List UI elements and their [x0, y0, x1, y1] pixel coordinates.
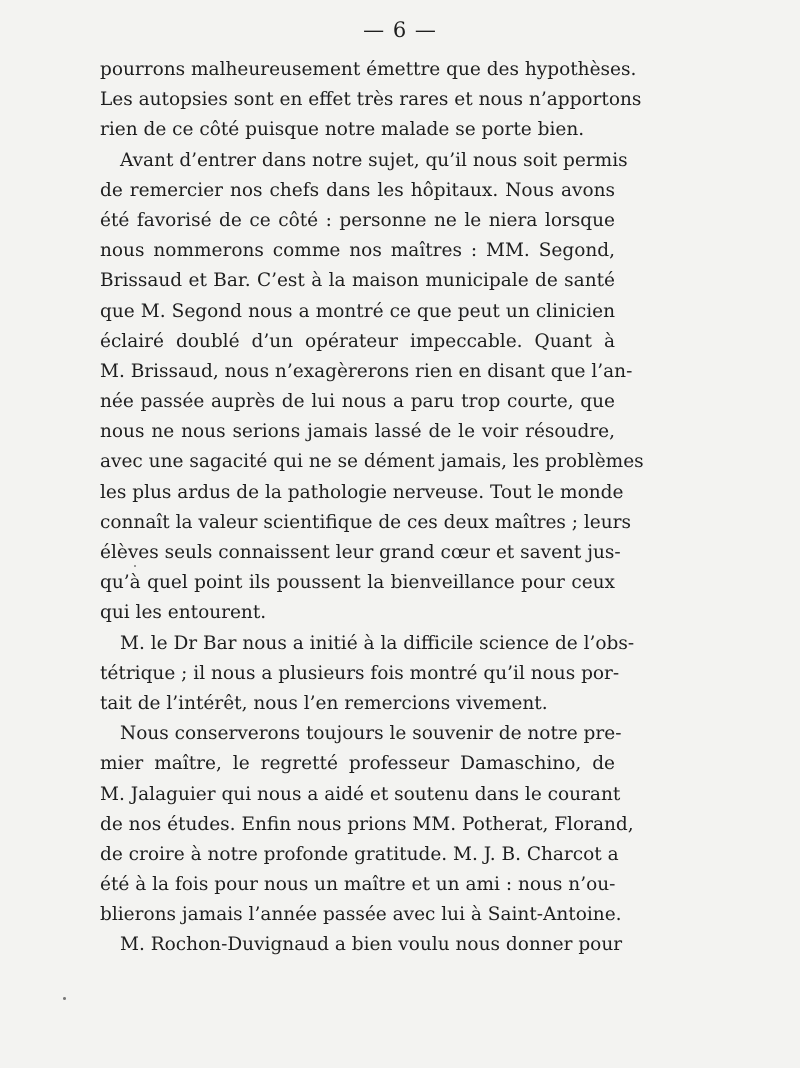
- text-line: tétrique ; il nous a plusieurs fois montré qu’il nous por-: [100, 662, 620, 684]
- text-line: qui les entourent.: [100, 602, 267, 624]
- text-line: été favorisé de ce côté : personne ne le niera lorsque: [100, 209, 615, 231]
- text-line: nous ne nous serions jamais lassé de le voir résoudre,: [100, 421, 615, 443]
- text-line: éclairé doublé d’un opérateur impeccable. Quant à: [100, 330, 615, 352]
- text-line: M. Brissaud, nous n’exagèrerons rien en disant que l’an-: [100, 360, 633, 382]
- text-line: pourrons malheureusement émettre que des hypothèses.: [100, 59, 637, 80]
- text-line: Avant d’entrer dans notre sujet, qu’il nous soit permis: [120, 149, 628, 171]
- text-line: les plus ardus de la pathologie nerveuse. Tout le monde: [100, 481, 624, 503]
- text-line: de croire à notre profonde gratitude. M. J. B. Charcot a: [100, 843, 619, 865]
- text-line: blierons jamais l’année passée avec lui à Saint-Antoine.: [100, 904, 622, 926]
- text-line: nous nommerons comme nos maîtres : MM. Segond,: [100, 240, 615, 262]
- text-line: M. le Dr Bar nous a initié à la difficile science de l’obs-: [120, 632, 635, 654]
- text-line: Les autopsies sont en effet très rares et nous n’apportons: [100, 89, 642, 111]
- text-line: de remercier nos chefs dans les hôpitaux. Nous avons: [100, 179, 615, 201]
- text-line: tait de l’intérêt, nous l’en remercions vivement.: [100, 692, 548, 714]
- text-line: été à la fois pour nous un maître et un ami : nous n’ou-: [100, 874, 616, 896]
- print-speck: [134, 565, 136, 567]
- text-line: de nos études. Enfin nous prions MM. Potherat, Florand,: [100, 813, 634, 835]
- text-line: que M. Segond nous a montré ce que peut un clinicien: [100, 300, 615, 322]
- text-line: connaît la valeur scientifique de ces deux maîtres ; leurs: [100, 511, 632, 533]
- text-line: avec une sagacité qui ne se dément jamais, les problèmes: [100, 451, 644, 473]
- text-line: Nous conserverons toujours le souvenir de notre pre-: [120, 723, 622, 745]
- text-line: qu’à quel point ils poussent la bienveillance pour ceux: [100, 572, 615, 594]
- text-line: M. Rochon-Duvignaud a bien voulu nous donner pour: [120, 934, 623, 956]
- body-text: [100, 55, 644, 961]
- text-line: mier maître, le regretté professeur Damaschino, de: [100, 753, 615, 775]
- text-line: M. Jalaguier qui nous a aidé et soutenu dans le courant: [100, 783, 621, 805]
- page-number: — 6 —: [363, 18, 437, 42]
- print-speck: [63, 997, 66, 1000]
- text-line: élèves seuls connaissent leur grand cœur et savent jus-: [100, 542, 621, 563]
- text-line: Brissaud et Bar. C’est à la maison municipale de santé: [100, 270, 615, 292]
- text-line: née passée auprès de lui nous a paru trop courte, que: [100, 391, 615, 413]
- text-line: rien de ce côté puisque notre malade se porte bien.: [100, 119, 585, 141]
